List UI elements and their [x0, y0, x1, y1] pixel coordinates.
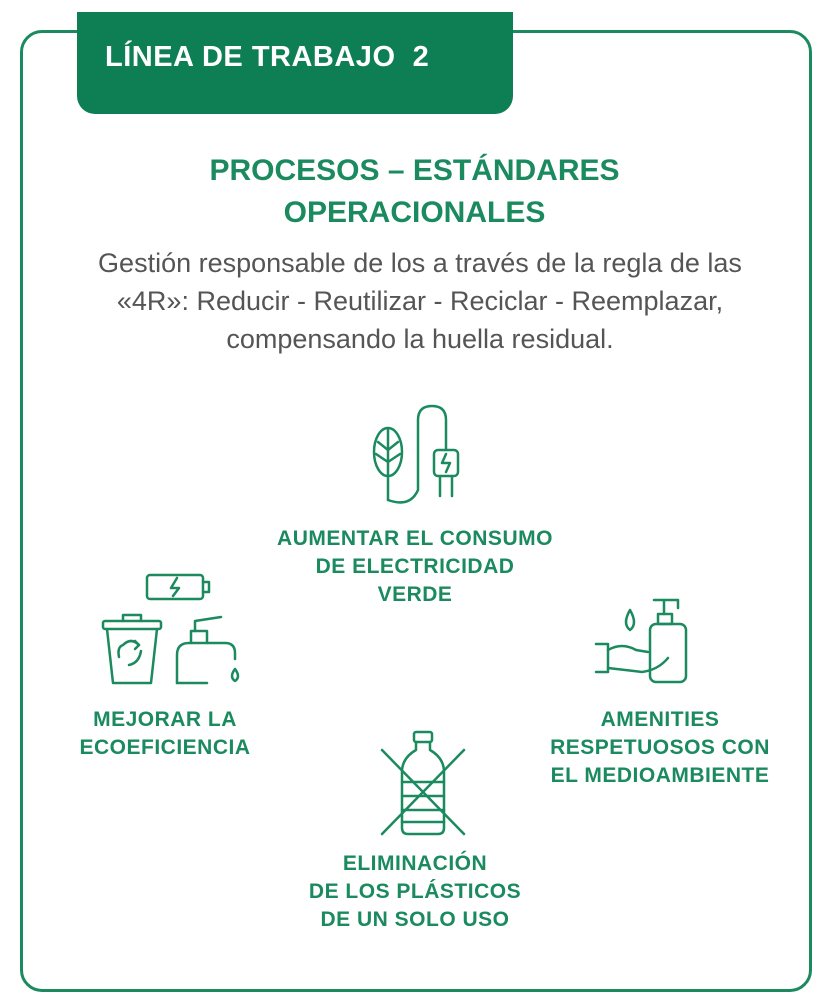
- section-title-line: PROCESOS – ESTÁNDARES: [209, 154, 620, 187]
- item-line: DE ELECTRICIDAD: [315, 555, 515, 578]
- item-label-amenities: [520, 706, 800, 790]
- item-line: RESPETUOSOS CON: [550, 736, 770, 759]
- item-line: MEJORAR LA: [93, 708, 237, 731]
- item-line: DE UN SOLO USO: [320, 908, 510, 931]
- item-line: ECOEFICIENCIA: [79, 736, 251, 759]
- recycle-bin-faucet-icon: [95, 565, 255, 690]
- item-line: ELIMINACIÓN: [342, 852, 488, 875]
- section-title-line: OPERACIONALES: [283, 196, 546, 229]
- tab-label: LÍNEA DE TRABAJO 2: [105, 40, 430, 73]
- item-label-ecoefficiency: [55, 706, 275, 762]
- section-title: [0, 150, 829, 234]
- item-line: AMENITIES: [600, 708, 720, 731]
- item-label-plastics: [260, 850, 570, 934]
- line-of-work-tab: [77, 12, 513, 114]
- item-line: EL MEDIOAMBIENTE: [550, 764, 770, 787]
- item-line: VERDE: [377, 583, 453, 606]
- soap-dispenser-hand-icon: [592, 592, 702, 687]
- section-description: Gestión responsable de los a través de la regla de las «4R»: Reducir - Reutilizar - Reciclar - Reemplazar, compensando la huella residual.: [98, 248, 742, 354]
- crossed-bottle-icon: [378, 728, 468, 838]
- item-line: DE LOS PLÁSTICOS: [308, 880, 522, 903]
- leaf-plug-icon: [360, 400, 470, 510]
- item-label-electricity: [240, 525, 590, 609]
- item-line: AUMENTAR EL CONSUMO: [277, 527, 553, 550]
